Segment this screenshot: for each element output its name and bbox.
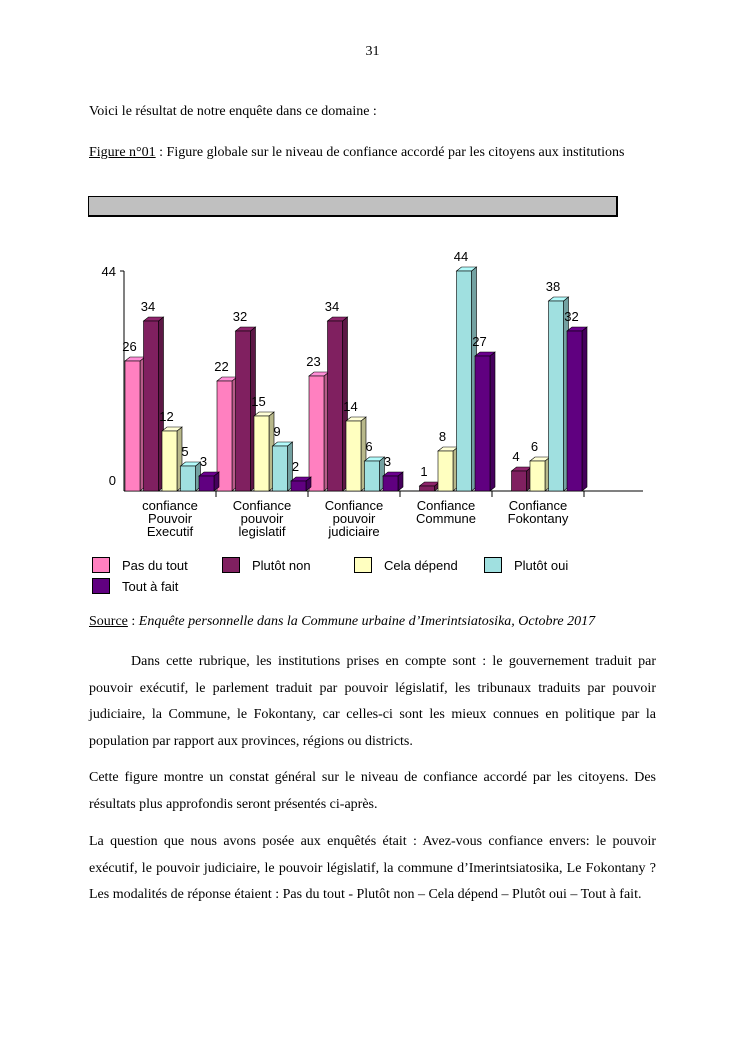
data-label: 2 (291, 459, 300, 474)
figure-caption (89, 142, 649, 163)
data-label: 23 (306, 354, 321, 369)
bar (199, 476, 214, 491)
data-label: 22 (214, 359, 229, 374)
bar (475, 356, 490, 491)
bar-side (582, 327, 587, 491)
bar (162, 431, 177, 491)
legend-item (92, 557, 188, 573)
legend-item (354, 557, 458, 573)
x-tick-label: Pouvoir (147, 511, 193, 526)
data-label: 34 (140, 299, 156, 314)
x-tick-label: Fokontany (507, 511, 569, 526)
legend-item (222, 557, 311, 573)
data-label: 5 (181, 444, 189, 459)
x-tick-label: Confiance (324, 498, 384, 513)
x-tick-label: judiciaire (328, 524, 380, 539)
data-label: 1 (420, 464, 428, 479)
bar (567, 331, 582, 491)
data-label: 32 (564, 309, 579, 324)
x-tick-label: Commune (416, 511, 476, 526)
bar (181, 466, 196, 491)
bar (309, 376, 324, 491)
y-tick-label: 44 (101, 264, 116, 279)
source-note (89, 614, 595, 630)
bar (530, 461, 545, 491)
x-tick-label: Confiance (416, 498, 476, 513)
bar (420, 486, 435, 491)
legend-swatch (92, 578, 110, 594)
data-label: 8 (438, 429, 447, 444)
data-label: 27 (472, 334, 487, 349)
bar (346, 421, 361, 491)
legend-label: Plutôt non (252, 557, 311, 573)
x-tick-label: pouvoir (332, 511, 376, 526)
x-tick-label: legislatif (238, 524, 286, 539)
paragraph-institutions: Dans cette rubrique, les institutions prises en compte sont : le gouvernement traduit par pouvoir exécutif, le parlement traduit par pouvoir législatif, les tribunaux traduits par pouvoir judiciaire, la Commune, le Fokontany, car celles-ci sont les mieux connues en politique par la population par rapport aux provinces, régions ou districts. (89, 654, 656, 749)
bar (365, 461, 380, 491)
legend-swatch (354, 557, 372, 573)
x-tick-label: Confiance (508, 498, 568, 513)
legend-item (484, 557, 568, 573)
bar (512, 471, 527, 491)
x-tick-label: pouvoir (240, 511, 284, 526)
legend-swatch (92, 557, 110, 573)
source-label: Source (89, 614, 128, 629)
data-label: 12 (159, 409, 174, 424)
data-label: 6 (365, 439, 373, 454)
legend-label: Tout à fait (122, 578, 179, 594)
bar (144, 321, 159, 491)
bar (125, 361, 140, 491)
y-tick-label: 0 (108, 473, 116, 488)
figure-label: Figure n°01 (89, 145, 156, 160)
bar (273, 446, 288, 491)
source-text: Enquête personnelle dans la Commune urbaine d’Imerintsiatosika, Octobre 2017 (138, 614, 596, 629)
bar (236, 331, 251, 491)
bar-chart (88, 230, 648, 550)
legend-swatch (484, 557, 502, 573)
data-label: 15 (251, 394, 266, 409)
data-label: 34 (324, 299, 340, 314)
bar (328, 321, 343, 491)
data-label: 3 (199, 454, 208, 469)
data-label: 4 (512, 449, 520, 464)
x-tick-label: Executif (146, 524, 194, 539)
bar (438, 451, 453, 491)
figure-caption-text: : Figure globale sur le niveau de confiance accordé par les citoyens aux institutions (155, 145, 625, 160)
source-separator: : (127, 614, 139, 629)
bar (457, 271, 472, 491)
data-label: 32 (232, 309, 248, 324)
legend-swatch (222, 557, 240, 573)
bar (254, 416, 269, 491)
paragraph-question: La question que nous avons posée aux enquêtés était : Avez-vous confiance envers: le pouvoir exécutif, le pouvoir judiciaire, le pouvoir législatif, la commune d’Imerintsiatosika, Le Fokontany ? Les modalités de réponse étaient : Pas du tout - Plutôt non – Cela dépend – Plutôt oui – Tout à fait. (89, 834, 656, 902)
legend-label: Pas du tout (122, 557, 188, 573)
data-label: 38 (545, 279, 561, 294)
legend-label: Plutôt oui (514, 557, 569, 573)
bar (291, 481, 306, 491)
chart-legend (92, 557, 652, 601)
chart-title-bar (88, 196, 618, 217)
bar-side (490, 352, 495, 491)
page-number: 31 (365, 44, 380, 59)
data-label: 26 (122, 339, 137, 354)
data-label: 44 (453, 249, 469, 264)
data-label: 9 (273, 424, 281, 439)
x-tick-label: Confiance (232, 498, 292, 513)
bar (549, 301, 564, 491)
data-label: 6 (530, 439, 539, 454)
data-label: 14 (343, 399, 358, 414)
legend-item (92, 578, 178, 594)
paragraph-constat: Cette figure montre un constat général sur le niveau de confiance accordé par les citoyens. Des résultats plus approfondis seront présentés ci-après. (89, 770, 656, 812)
legend-label: Cela dépend (384, 557, 458, 573)
intro-text: Voici le résultat de notre enquête dans ce domaine : (89, 104, 377, 119)
data-label: 3 (383, 454, 392, 469)
x-tick-label: confiance (142, 498, 198, 513)
bar (383, 476, 398, 491)
